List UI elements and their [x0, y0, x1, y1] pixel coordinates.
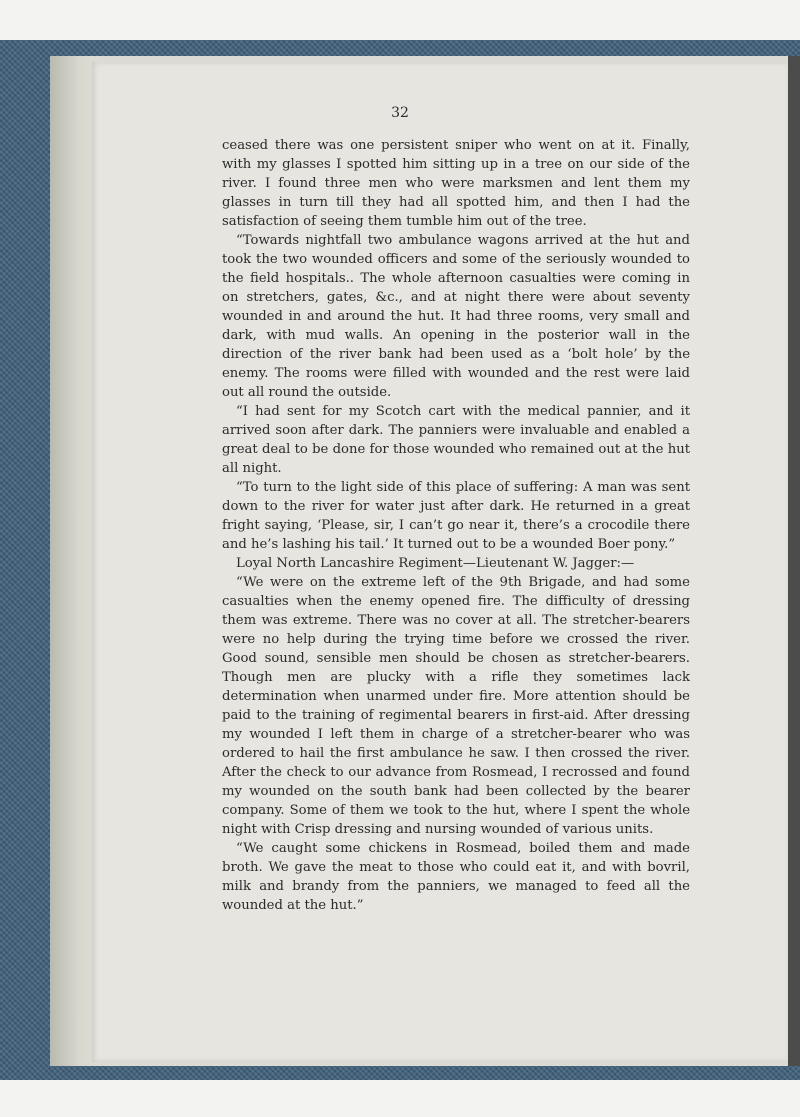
page-edge: [788, 56, 800, 1066]
paragraph: “We caught some chickens in Rosmead, boiled them and made broth. We gave the meat to those who could eat it, and with bovril, milk and brandy from the panniers, we managed to feed all the wounded at the hut.”: [222, 841, 690, 913]
paragraph: “I had sent for my Scotch cart with the medical pannier, and it arrived soon after dark. The panniers were invaluable and enabled a great deal to be done for those wounded who remained out at the hut all night.: [222, 404, 690, 476]
paragraph-heading: Loyal North Lancashire Regiment—Lieutenant W. Jagger:—: [236, 556, 635, 571]
paragraph: “Towards nightfall two ambulance wagons arrived at the hut and took the two wounded officers and some of the seriously wounded to the field hospitals.. The whole afternoon casualties were coming in on stretchers, gates, &c., and at night there were about seventy wounded in and around the hut. It had three rooms, very small and dark, with mud walls. An opening in the posterior wall in the direction of the river bank had been used as a ‘bolt hole’ by the enemy. The rooms were filled with wounded and the rest were laid out all round the outside.: [222, 233, 690, 400]
paragraph: “We were on the extreme left of the 9th Brigade, and had some casualties when the enemy opened fire. The difficulty of dressing them was extreme. There was no cover at all. The stretcher-bearers were no help during the trying time before we crossed the river. Good sound, sensible men should be chosen as stretcher-bearers. Though men are plucky with a rifle they sometimes lack determination when unarmed under fire. More attention should be paid to the training of regimental bearers in first-aid. After dressing my wounded I left them in charge of a stretcher-bearer who was ordered to hail the first ambulance he saw. I then crossed the river. After the check to our advance from Rosmead, I recrossed and found my wounded on the south bank had been collected by the bearer company. Some of them we took to the hut, where I spent the whole night with Crisp dressing and nursing wounded of various units.: [222, 575, 690, 837]
paragraph: “To turn to the light side of this place of suffering: A man was sent down to the river for water just after dark. He returned in a great fright saying, ‘Please, sir, I can’t go near it, there’s a crocodile there and he’s lashing his tail.’ It turned out to be a wounded Boer pony.”: [222, 480, 690, 552]
body-text: [222, 136, 690, 915]
page-number: 32: [391, 105, 409, 121]
paragraph: ceased there was one persistent sniper who went on at it. Finally, with my glasses I spotted him sitting up in a tree on our side of the river. I found three men who were marksmen and lent them my glasses in turn till they had all spotted him, and then I had the satisfaction of seeing them tumble him out of the tree.: [222, 138, 690, 229]
